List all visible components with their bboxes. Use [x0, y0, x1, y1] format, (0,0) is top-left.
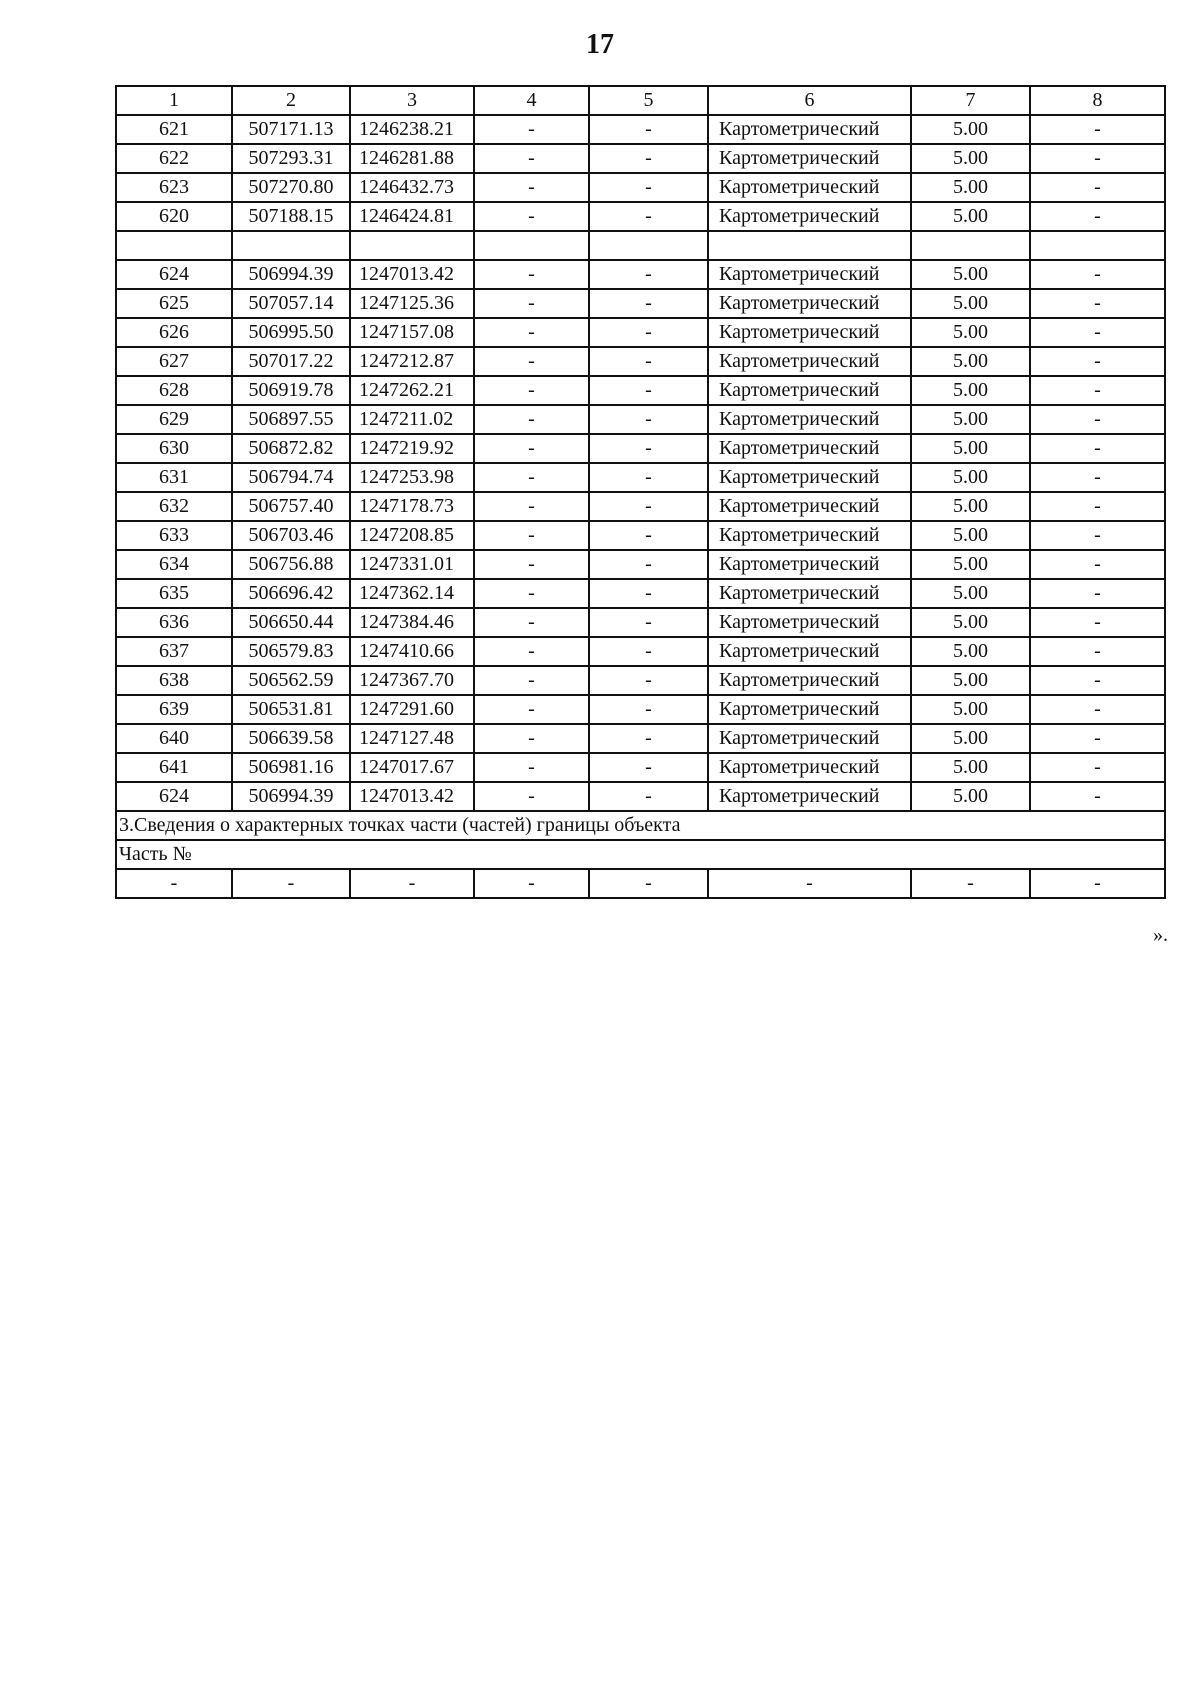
table-row: [116, 608, 1165, 637]
table-cell: -: [1030, 637, 1165, 666]
table-cell: 1247208.85: [350, 521, 474, 550]
table-cell: -: [1030, 260, 1165, 289]
table-cell: Картометрический: [708, 782, 911, 811]
section-title: 3.Сведения о характерных точках части (частей) границы объекта: [116, 811, 1165, 840]
table-row: [116, 289, 1165, 318]
table-row: [116, 173, 1165, 202]
part-label: Часть №: [116, 840, 1165, 869]
table-cell: -: [1030, 376, 1165, 405]
table-cell: -: [474, 521, 589, 550]
closing-quote-mark: ».: [1153, 924, 1168, 946]
part-label-row: [116, 840, 1165, 869]
table-cell: -: [589, 492, 708, 521]
coordinates-table: [115, 85, 1166, 899]
table-cell: -: [474, 550, 589, 579]
table-row: [116, 376, 1165, 405]
table-cell: -: [708, 869, 911, 898]
header-cell: 7: [911, 86, 1030, 115]
table-cell: 626: [116, 318, 232, 347]
table-cell: Картометрический: [708, 753, 911, 782]
table-cell: 5.00: [911, 637, 1030, 666]
table-cell: -: [1030, 434, 1165, 463]
header-cell: 8: [1030, 86, 1165, 115]
table-cell: -: [1030, 144, 1165, 173]
table-cell: 506579.83: [232, 637, 350, 666]
table-cell: 628: [116, 376, 232, 405]
table-cell: Картометрический: [708, 550, 911, 579]
table-cell: 1247410.66: [350, 637, 474, 666]
table-cell: -: [474, 608, 589, 637]
table-cell: 5.00: [911, 260, 1030, 289]
table-cell: 506897.55: [232, 405, 350, 434]
table-cell: 1247127.48: [350, 724, 474, 753]
table-cell: -: [474, 637, 589, 666]
table-cell: -: [474, 202, 589, 231]
table-cell: -: [474, 434, 589, 463]
table-cell: -: [589, 347, 708, 376]
table-cell: Картометрический: [708, 695, 911, 724]
table-cell: -: [589, 144, 708, 173]
table-cell: 5.00: [911, 550, 1030, 579]
table-cell: 5.00: [911, 289, 1030, 318]
table-cell: 634: [116, 550, 232, 579]
table-cell: 1246238.21: [350, 115, 474, 144]
table-cell: 625: [116, 289, 232, 318]
table-cell: Картометрический: [708, 521, 911, 550]
table-cell: -: [1030, 753, 1165, 782]
table-cell: 506994.39: [232, 782, 350, 811]
page-number: 17: [586, 29, 614, 60]
table-cell: 5.00: [911, 318, 1030, 347]
table-cell: -: [1030, 724, 1165, 753]
table-cell: -: [589, 289, 708, 318]
table-cell: Картометрический: [708, 463, 911, 492]
table-cell: 5.00: [911, 724, 1030, 753]
table-row: [116, 666, 1165, 695]
table-cell: 1247384.46: [350, 608, 474, 637]
table-cell: -: [589, 202, 708, 231]
table-cell: 5.00: [911, 579, 1030, 608]
table-cell: 506981.16: [232, 753, 350, 782]
table-cell: 1247262.21: [350, 376, 474, 405]
table-row: [116, 492, 1165, 521]
table-cell: 620: [116, 202, 232, 231]
table-cell: 506696.42: [232, 579, 350, 608]
table-cell: -: [474, 376, 589, 405]
table-cell: -: [1030, 115, 1165, 144]
table-row: [116, 115, 1165, 144]
table-cell: -: [474, 144, 589, 173]
table-cell: 630: [116, 434, 232, 463]
table-cell: -: [589, 550, 708, 579]
table-cell: Картометрический: [708, 115, 911, 144]
table-cell: 5.00: [911, 753, 1030, 782]
table-cell: 507057.14: [232, 289, 350, 318]
table-cell: -: [1030, 463, 1165, 492]
table-cell: -: [589, 115, 708, 144]
table-cell: Картометрический: [708, 289, 911, 318]
header-cell: 1: [116, 86, 232, 115]
table-cell: -: [1030, 405, 1165, 434]
table-row: [116, 463, 1165, 492]
header-row: [116, 86, 1165, 115]
header-cell: 2: [232, 86, 350, 115]
table-cell: -: [474, 173, 589, 202]
table-row: [116, 202, 1165, 231]
table-cell: 636: [116, 608, 232, 637]
table-cell: 624: [116, 260, 232, 289]
table-cell: 506995.50: [232, 318, 350, 347]
table-row: [116, 782, 1165, 811]
table-cell: -: [474, 579, 589, 608]
table-row: [116, 637, 1165, 666]
table-cell: -: [116, 869, 232, 898]
table-cell: -: [1030, 782, 1165, 811]
table-row: [116, 753, 1165, 782]
table-cell: Картометрический: [708, 579, 911, 608]
table-cell: -: [589, 753, 708, 782]
table-cell: Картометрический: [708, 173, 911, 202]
table-cell: Картометрический: [708, 666, 911, 695]
table-cell: 638: [116, 666, 232, 695]
table-cell: 637: [116, 637, 232, 666]
table-cell: -: [1030, 608, 1165, 637]
table-cell: 621: [116, 115, 232, 144]
table-cell: -: [589, 260, 708, 289]
table-cell: 639: [116, 695, 232, 724]
table-cell: Картометрический: [708, 144, 911, 173]
table-row: [116, 405, 1165, 434]
table-row: [116, 579, 1165, 608]
table-cell: 632: [116, 492, 232, 521]
table-cell: 1247017.67: [350, 753, 474, 782]
table-row: [116, 144, 1165, 173]
table-cell: 1247367.70: [350, 666, 474, 695]
table-cell: 506756.88: [232, 550, 350, 579]
table-cell: 635: [116, 579, 232, 608]
table-cell: -: [589, 376, 708, 405]
table-cell: -: [589, 608, 708, 637]
table-row: [116, 434, 1165, 463]
table-cell: 1247013.42: [350, 782, 474, 811]
table-cell: -: [474, 666, 589, 695]
table-cell: 629: [116, 405, 232, 434]
table-cell: -: [589, 521, 708, 550]
table-cell: Картометрический: [708, 376, 911, 405]
table-cell: -: [1030, 695, 1165, 724]
table-cell: 506703.46: [232, 521, 350, 550]
table-cell: -: [1030, 173, 1165, 202]
table-cell: 506562.59: [232, 666, 350, 695]
table-cell: -: [589, 666, 708, 695]
table-cell: -: [1030, 666, 1165, 695]
table-cell: -: [474, 289, 589, 318]
table-cell: 507017.22: [232, 347, 350, 376]
table-cell: 641: [116, 753, 232, 782]
table-cell: Картометрический: [708, 492, 911, 521]
table-cell: 5.00: [911, 173, 1030, 202]
table-cell: 506994.39: [232, 260, 350, 289]
table-cell: 1247013.42: [350, 260, 474, 289]
table-cell: -: [1030, 347, 1165, 376]
table-cell: 5.00: [911, 434, 1030, 463]
table-cell: 507188.15: [232, 202, 350, 231]
table-cell: -: [1030, 579, 1165, 608]
table-cell: -: [589, 782, 708, 811]
table-cell: 5.00: [911, 608, 1030, 637]
table-cell: -: [474, 463, 589, 492]
table-cell: -: [1030, 521, 1165, 550]
header-cell: 3: [350, 86, 474, 115]
table-cell: Картометрический: [708, 637, 911, 666]
table-cell: -: [474, 405, 589, 434]
table-cell: 506919.78: [232, 376, 350, 405]
table-cell: 507171.13: [232, 115, 350, 144]
table-cell: -: [474, 347, 589, 376]
table-cell: 506757.40: [232, 492, 350, 521]
table-cell: 1247178.73: [350, 492, 474, 521]
table-cell: -: [1030, 202, 1165, 231]
table-cell: 624: [116, 782, 232, 811]
table-cell: Картометрический: [708, 260, 911, 289]
table-cell: -: [589, 869, 708, 898]
table-cell: 1247157.08: [350, 318, 474, 347]
table-cell: 5.00: [911, 405, 1030, 434]
table-cell: 5.00: [911, 347, 1030, 376]
table-cell: 5.00: [911, 376, 1030, 405]
table-cell: Картометрический: [708, 724, 911, 753]
table-cell: 633: [116, 521, 232, 550]
empty-part-row: [116, 869, 1165, 898]
table-cell: Картометрический: [708, 202, 911, 231]
table-cell: 1246432.73: [350, 173, 474, 202]
table-cell: -: [474, 753, 589, 782]
table-cell: 627: [116, 347, 232, 376]
table-cell: 506650.44: [232, 608, 350, 637]
section-title-row: [116, 811, 1165, 840]
table-cell: -: [232, 869, 350, 898]
table-cell: -: [589, 434, 708, 463]
table-cell: 1247331.01: [350, 550, 474, 579]
table-row: [116, 521, 1165, 550]
table-cell: -: [474, 318, 589, 347]
table-cell: 5.00: [911, 695, 1030, 724]
table-cell: 1247362.14: [350, 579, 474, 608]
table-cell: 622: [116, 144, 232, 173]
table-cell: -: [589, 579, 708, 608]
table-cell: -: [474, 869, 589, 898]
header-cell: 6: [708, 86, 911, 115]
table-row: [116, 695, 1165, 724]
table-cell: -: [911, 869, 1030, 898]
table-cell: 5.00: [911, 782, 1030, 811]
table-cell: -: [474, 724, 589, 753]
table-cell: Картометрический: [708, 318, 911, 347]
table-cell: 506794.74: [232, 463, 350, 492]
table-cell: -: [474, 492, 589, 521]
table-cell: 5.00: [911, 521, 1030, 550]
table-cell: -: [474, 115, 589, 144]
table-cell: 5.00: [911, 666, 1030, 695]
table-cell: Картометрический: [708, 434, 911, 463]
table-cell: -: [1030, 318, 1165, 347]
table-cell: 5.00: [911, 202, 1030, 231]
table-cell: -: [589, 173, 708, 202]
table-cell: 1247253.98: [350, 463, 474, 492]
table-row: [116, 347, 1165, 376]
table-cell: 1247125.36: [350, 289, 474, 318]
table-cell: -: [589, 318, 708, 347]
header-cell: 5: [589, 86, 708, 115]
table-cell: 506531.81: [232, 695, 350, 724]
table-cell: -: [589, 637, 708, 666]
table-cell: 631: [116, 463, 232, 492]
table-cell: Картометрический: [708, 405, 911, 434]
table-cell: -: [589, 695, 708, 724]
table-row: [116, 724, 1165, 753]
table-cell: 506872.82: [232, 434, 350, 463]
header-cell: 4: [474, 86, 589, 115]
table-cell: -: [474, 782, 589, 811]
table-cell: 640: [116, 724, 232, 753]
table-cell: 5.00: [911, 492, 1030, 521]
table-cell: 507293.31: [232, 144, 350, 173]
table-cell: -: [350, 869, 474, 898]
table-body: [116, 86, 1165, 898]
table-cell: Картометрический: [708, 608, 911, 637]
table-cell: 1246424.81: [350, 202, 474, 231]
table-cell: -: [1030, 492, 1165, 521]
table-cell: 1247291.60: [350, 695, 474, 724]
table-cell: 1246281.88: [350, 144, 474, 173]
table-cell: 5.00: [911, 463, 1030, 492]
table-cell: -: [589, 724, 708, 753]
table-row: [116, 318, 1165, 347]
table-cell: 507270.80: [232, 173, 350, 202]
table-cell: 1247212.87: [350, 347, 474, 376]
table-cell: -: [589, 463, 708, 492]
table-cell: -: [474, 260, 589, 289]
table-cell: -: [1030, 550, 1165, 579]
table-cell: Картометрический: [708, 347, 911, 376]
table-cell: 1247211.02: [350, 405, 474, 434]
table-cell: -: [589, 405, 708, 434]
table-cell: -: [1030, 869, 1165, 898]
table-cell: 1247219.92: [350, 434, 474, 463]
table-cell: -: [1030, 289, 1165, 318]
table-row: [116, 260, 1165, 289]
table-row: [116, 550, 1165, 579]
table-cell: 5.00: [911, 144, 1030, 173]
table-cell: 623: [116, 173, 232, 202]
table-cell: 5.00: [911, 115, 1030, 144]
table-cell: 506639.58: [232, 724, 350, 753]
table-cell: -: [474, 695, 589, 724]
blank-separator-row: [116, 231, 1165, 260]
